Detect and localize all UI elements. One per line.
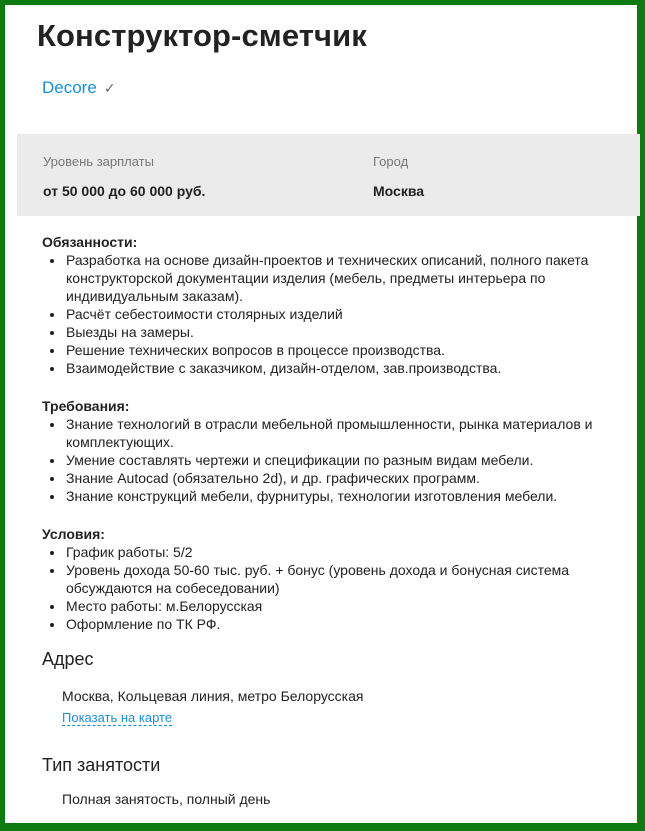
conditions-list — [65, 543, 612, 633]
list-item: • Знание Autocad (обязательно 2d), и др. графических программ. — [65, 469, 612, 487]
company-row — [42, 78, 116, 98]
salary-value: от 50 000 до 60 000 руб. — [43, 183, 206, 199]
list-item: • Расчёт себестоимости столярных изделий — [65, 305, 612, 323]
conditions-title: Условия: — [42, 526, 105, 542]
check-icon: ✓ — [103, 79, 116, 96]
list-item: • Место работы: м.Белорусская — [65, 597, 612, 615]
list-item: • Умение составлять чертежи и спецификации по разным видам мебели. — [65, 451, 612, 469]
requirements-list — [65, 415, 612, 505]
duties-list — [65, 251, 612, 377]
address-value: Москва, Кольцевая линия, метро Белорусская — [62, 688, 364, 704]
company-link[interactable]: Decore — [42, 78, 97, 97]
address-heading: Адрес — [42, 649, 94, 669]
list-item: • Знание конструкций мебели, фурнитуры, технологии изготовления мебели. — [65, 487, 612, 505]
vacancy-description — [42, 233, 612, 633]
list-item: • Оформление по ТК РФ. — [65, 615, 612, 633]
list-item: • Взаимодействие с заказчиком, дизайн-отделом, зав.производства. — [65, 359, 612, 377]
duties-title: Обязанности: — [42, 234, 138, 250]
info-bar — [17, 134, 640, 216]
list-item: • Уровень дохода 50-60 тыс. руб. + бонус (уровень дохода и бонусная система обсуждаются на собеседовании) — [65, 561, 612, 597]
list-item: • График работы: 5/2 — [65, 543, 612, 561]
city-label: Город — [373, 154, 409, 169]
employment-heading: Тип занятости — [42, 755, 161, 775]
city-value: Москва — [373, 183, 425, 199]
list-item: • Разработка на основе дизайн-проектов и технических описаний, полного пакета конструкторской документации изделия (мебель, предметы интерьера по индивидуальным заказам). — [65, 251, 612, 305]
employment-value: Полная занятость, полный день — [62, 791, 271, 807]
list-item: • Выезды на замеры. — [65, 323, 612, 341]
job-title: Конструктор-сметчик — [37, 18, 367, 53]
list-item: • Решение технических вопросов в процессе производства. — [65, 341, 612, 359]
show-map-link[interactable]: Показать на карте — [62, 710, 173, 725]
list-item: • Знание технологий в отрасли мебельной промышленности, рынка материалов и комплектующих. — [65, 415, 612, 451]
salary-label: Уровень зарплаты — [43, 154, 154, 169]
requirements-title: Требования: — [42, 398, 130, 414]
